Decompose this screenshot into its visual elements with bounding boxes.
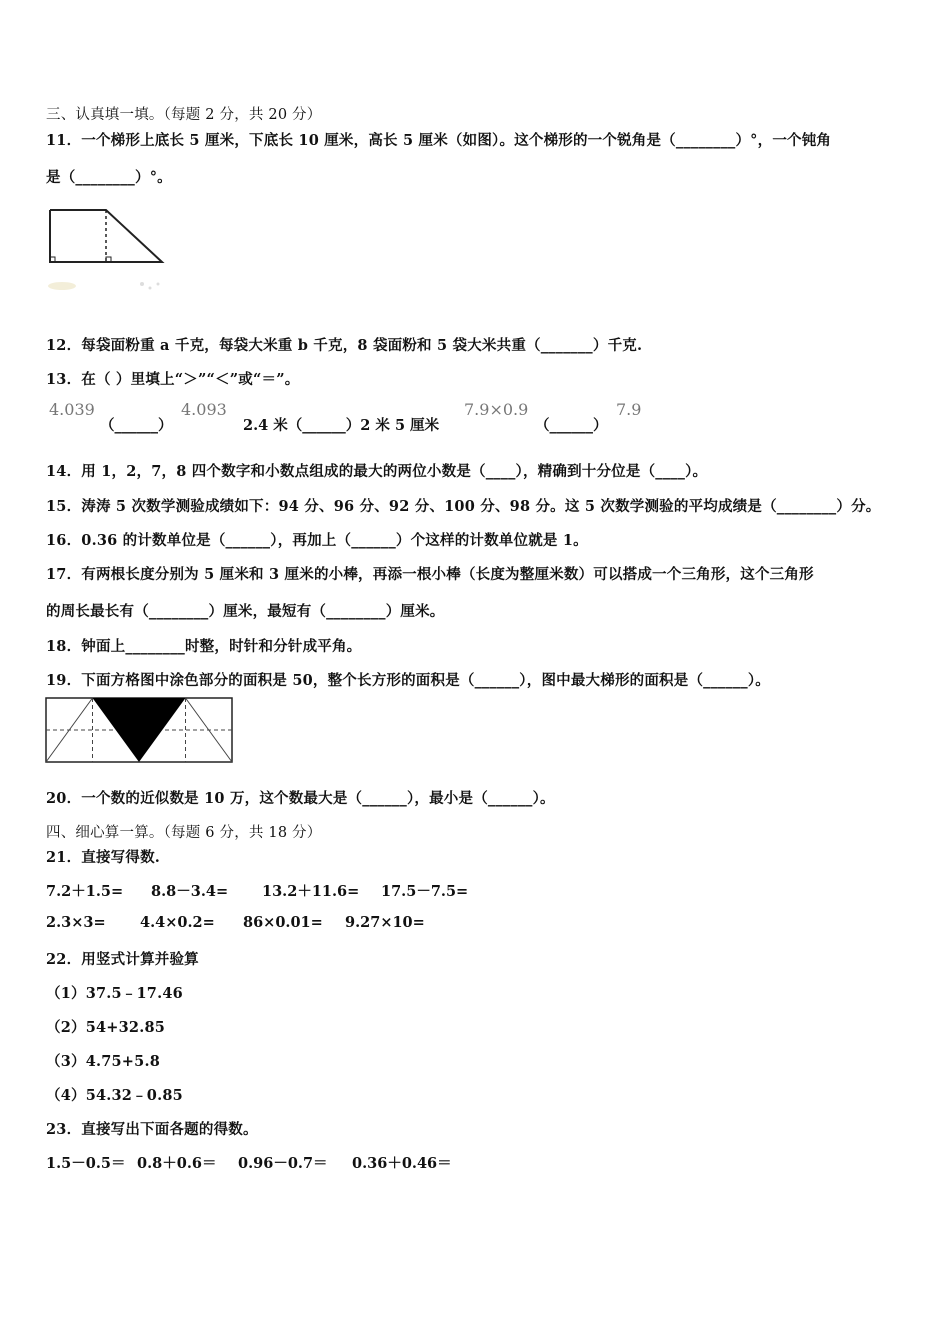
q21-r1-c1: 7.2＋1.5= (46, 883, 124, 900)
q21-r1-c4: 17.5－7.5= (381, 883, 469, 900)
q22-item-3: （3）4.75+5.8 (46, 1053, 160, 1070)
question-19: 19．下面方格图中涂色部分的面积是 50，整个长方形的面积是（______），图中最大梯形的面积是（______）。 (46, 672, 771, 689)
question-11-line-1: 11．一个梯形上底长 5 厘米，下底长 10 厘米，高长 5 厘米（如图）。这个梯形的一个锐角是（________）°，一个钝角 (46, 132, 832, 149)
question-15: 15．涛涛 5 次数学测验成绩如下：94 分、96 分、92 分、100 分、98 分。这 5 次数学测验的平均成绩是（________）分。 (46, 498, 881, 515)
q13-a-right: 4.093 (181, 400, 227, 419)
q22-item-2: （2）54+32.85 (46, 1019, 166, 1036)
question-17-line-1: 17．有两根长度分别为 5 厘米和 3 厘米的小棒，再添一根小棒（长度为整厘米数）可以搭成一个三角形，这个三角形 (46, 566, 814, 583)
section-4-heading: 四、细心算一算。（每题 6 分，共 18 分） (46, 825, 322, 841)
q23-c4: 0.36＋0.46＝ (352, 1155, 452, 1172)
question-20: 20．一个数的近似数是 10 万，这个数最大是（______），最小是（______）。 (46, 790, 555, 807)
q13-c-left: 7.9×0.9 (464, 400, 529, 419)
q13-c-blank: （______） (535, 417, 608, 434)
q21-r2-c1: 2.3×3= (46, 914, 106, 931)
q21-r2-c2: 4.4×0.2= (140, 914, 215, 931)
question-17-line-2: 的周长最长有（________）厘米，最短有（________）厘米。 (46, 603, 445, 620)
q23-c2: 0.8＋0.6＝ (137, 1155, 217, 1172)
q21-r2-c4: 9.27×10= (345, 914, 425, 931)
q23-c3: 0.96－0.7＝ (238, 1155, 328, 1172)
grid-figure (45, 697, 235, 765)
q13-b: 2.4 米（______）2 米 5 厘米 (243, 417, 440, 434)
trapezoid-figure (42, 200, 172, 300)
question-21: 21．直接写得数. (46, 849, 161, 866)
question-23: 23．直接写出下面各题的得数。 (46, 1121, 258, 1138)
question-13: 13．在（ ）里填上“＞”“＜”或“＝”。 (46, 371, 300, 388)
q13-a-left: 4.039 (49, 400, 95, 419)
question-14: 14．用 1，2，7，8 四个数字和小数点组成的最大的两位小数是（____），精确到十分位是（____）。 (46, 463, 708, 480)
q22-item-4: （4）54.32﹣0.85 (46, 1087, 183, 1104)
question-16: 16．0.36 的计数单位是（______），再加上（______）个这样的计数单位就是 1。 (46, 532, 588, 549)
question-18: 18．钟面上________时整，时针和分针成平角。 (46, 638, 362, 655)
section-3-heading: 三、认真填一填。（每题 2 分，共 20 分） (46, 107, 322, 123)
question-22: 22．用竖式计算并验算 (46, 951, 199, 968)
q21-r2-c3: 86×0.01= (243, 914, 323, 931)
q13-c-right: 7.9 (616, 400, 642, 419)
q21-r1-c2: 8.8－3.4= (151, 883, 229, 900)
question-11-line-2: 是（________）°。 (46, 169, 172, 186)
q13-a-blank: （______） (100, 417, 173, 434)
question-12: 12．每袋面粉重 a 千克，每袋大米重 b 千克，8 袋面粉和 5 袋大米共重（_______）千克. (46, 337, 643, 354)
q22-item-1: （1）37.5﹣17.46 (46, 985, 183, 1002)
q23-c1: 1.5－0.5＝ (46, 1155, 126, 1172)
q21-r1-c3: 13.2＋11.6= (262, 883, 360, 900)
